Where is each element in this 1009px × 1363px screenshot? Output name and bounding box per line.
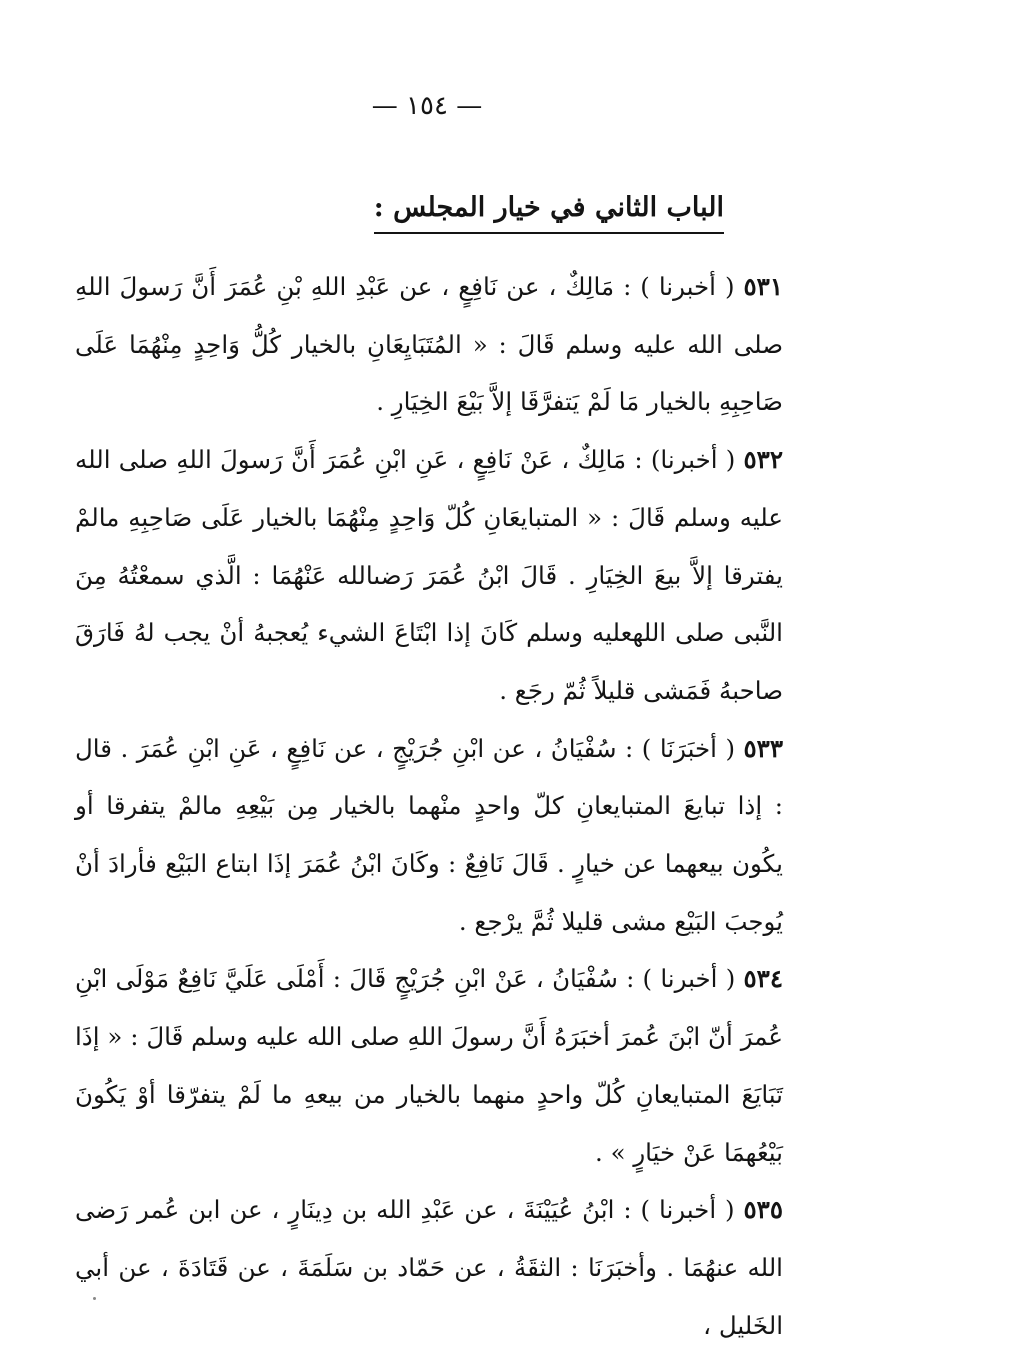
entry-number: ٥٣١ [743, 272, 783, 301]
hadith-entry [75, 1181, 783, 1354]
entry-text: ( أخبرنا ) : مَالِكٌ ، عن نَافِعٍ ، عن عَبْدِ اللهِ بْنِ عُمَرَ أَنَّ رَسولَ اللهِ صلى الله عليه وسلم قَالَ : « المُتَبَايِعَانِ بالخيار كُلُّ وَاحِدٍ مِنْهُمَا عَلَى صَاحِبِهِ بالخيار مَا لَمْ يَتفرَّقَا إلاَّ بَيْعَ الخِيَارِ . [75, 272, 783, 417]
hadith-entry [75, 950, 783, 1181]
hadith-entry [75, 258, 783, 431]
entry-text: ( أخبَرَنَا ) : سُفْيَانُ ، عن ابْنِ جُرَيْجٍ ، عن نَافِعٍ ، عَنِ ابْنِ عُمَرَ . قال : إذا تبايعَ المتبايعانِ كلّ واحدٍ منْهما بالخيار مِن بَيْعِهِ مالمْ يتفرقا أو يكُون بيعهما عن خيارٍ . قَالَ نَافِعٌ : وكَانَ ابْنُ عُمَرَ إذَا ابتاع البَيْع فأرادَ أنْ يُوجبَ البَيْع مشى قليلا ثُمَّ يرْجع . [75, 733, 783, 936]
hadith-entry [75, 720, 783, 951]
entry-number: ٥٣٣ [743, 733, 783, 763]
entry-text: ( أخبرنا) : مَالِكٌ ، عَنْ نَافِعٍ ، عَنِ ابْنِ عُمَرَ أَنَّ رَسولَ اللهِ صلى الله عليه وسلم قَالَ : « المتبايعَانِ كُلّ وَاحِدٍ مِنْهُمَا بالخيار عَلَى صَاحِبِهِ مالمْ يفترقا إلاَّ بيعَ الخِيَارِ . قَالَ ابْنُ عُمَرَ رَضىالله عَنْهُمَا : الَّذي سمعْتُهُ مِنَ النَّبى صلى اللهعليه وسلم كَانَ إذا ابْتَاعَ الشيء يُعجبهُ أنْ يجب لهُ فَارَقَ صاحبهُ فَمَشى قليلاً ثُمّ رجَع . [75, 445, 783, 705]
hadith-entry [75, 431, 783, 720]
chapter-heading: الباب الثاني في خيار المجلس : [374, 188, 724, 234]
entry-number: ٥٣٥ [743, 1195, 783, 1225]
entry-number: ٥٣٢ [743, 445, 783, 475]
page-number: — ١٥٤ — [371, 91, 483, 121]
scan-speck [93, 1297, 96, 1300]
entry-text: ( أخبرنا ) : سُفْيَانُ ، عَنْ ابْنِ جُرَيْجٍ قَالَ : أَمْلَى عَلَيَّ نَافِعٌ مَوْلَى ابْنِ عُمرَ أنّ ابْنَ عُمرَ أخبَرَهُ أَنَّ رسولَ اللهِ صلى الله عليه وسلم قَالَ : « إذَا تَبَايَعَ المتبايعانِ كُلّ واحدٍ منهما بالخيار من بيعهِ ما لَمْ يتفرّقا أوْ يَكُونَ بَيْعُهمَا عَنْ خيَارٍ » . [75, 964, 783, 1167]
entry-text: ( أخبرنا ) : ابْنُ عُيَيْنَةَ ، عن عَبْدِ الله بن دِينَارٍ ، عن ابن عُمر رَضى الله عنهُمَا . وأخبَرَنَا : الثقَةُ ، عن حَمّاد بن سَلَمَةَ ، عن قَتَادَةَ ، عن أبي الخَليل ، [75, 1195, 783, 1340]
entry-number: ٥٣٤ [743, 964, 783, 994]
hadith-entries [75, 258, 783, 1354]
